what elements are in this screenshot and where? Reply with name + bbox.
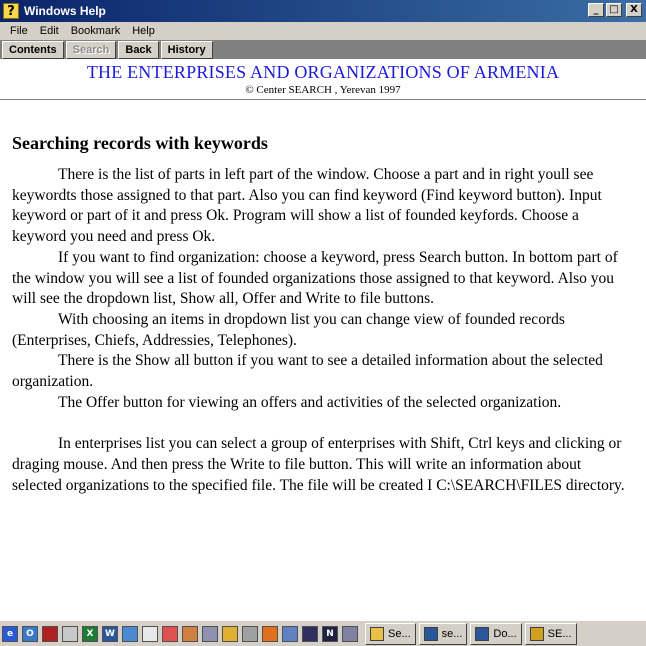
media-icon[interactable] [262, 626, 278, 642]
task-label: SE... [547, 627, 572, 640]
task-help-button[interactable] [525, 623, 577, 645]
paragraph-offer: The Offer button for viewing an offers and activities of the selected organization. [58, 393, 562, 411]
pencil-icon[interactable] [222, 626, 238, 642]
chart-icon[interactable] [282, 626, 298, 642]
excel-icon[interactable]: X [82, 626, 98, 642]
maximize-button[interactable]: □ [606, 3, 622, 17]
paint-icon[interactable] [162, 626, 178, 642]
back-button[interactable]: Back [118, 41, 158, 59]
close-button[interactable]: X [626, 3, 642, 17]
network-icon[interactable]: N [322, 626, 338, 642]
notepad-icon[interactable] [62, 626, 78, 642]
task-word-2-icon [475, 627, 489, 641]
ie-icon[interactable]: e [2, 626, 18, 642]
window-title: Windows Help [24, 4, 106, 18]
task-word-1-icon [424, 627, 438, 641]
tool-icon[interactable] [182, 626, 198, 642]
flag-icon[interactable] [302, 626, 318, 642]
task-folder-button[interactable] [365, 623, 416, 645]
header-copyright: © Center SEARCH , Yerevan 1997 [245, 84, 401, 96]
task-label: Se... [388, 627, 411, 640]
minimize-button[interactable]: _ [588, 3, 604, 17]
title-bar [0, 0, 646, 22]
menu-file[interactable]: File [10, 25, 28, 37]
topic-content [0, 100, 646, 620]
help-icon: ? [3, 3, 19, 19]
task-label: se... [441, 627, 463, 640]
search-button: Search [66, 41, 117, 59]
paragraph-show-all: There is the Show all button if you want to see a detailed information about the selected organization. [12, 352, 603, 391]
word-icon[interactable]: W [102, 626, 118, 642]
header-title: THE ENTERPRISES AND ORGANIZATIONS OF ARMENIA [86, 62, 560, 82]
settings-icon[interactable] [242, 626, 258, 642]
paragraph-spacer [12, 413, 634, 434]
menu-edit[interactable]: Edit [39, 25, 59, 37]
task-word-2-button[interactable] [470, 623, 521, 645]
save-disk-icon[interactable] [42, 626, 58, 642]
menu-bookmark[interactable]: Bookmark [70, 25, 121, 37]
paragraph-keywords: There is the list of parts in left part of the window. Choose a part and in right youll see keywordts those assigned to that part. Also you can find keyword (Find keyword button). Input keyword or part of it and press Ok. Program will show a list of founded keyfords. Choose a keyword you need and press Ok. [12, 166, 602, 246]
task-word-1-button[interactable] [419, 623, 468, 645]
paragraph-write-to-file: In enterprises list you can select a group of enterprises with Shift, Ctrl keys and clicking or draging mouse. And then press the Write to file button. This will write an information about selected organizations to the specified file. The file will be created I C:\SEARCH\FILES directory. [12, 435, 625, 494]
topic-heading: Searching records with keywords [12, 133, 268, 153]
gear-icon[interactable] [342, 626, 358, 642]
topic-header [0, 59, 646, 100]
quick-launch [2, 626, 362, 642]
document-icon[interactable] [202, 626, 218, 642]
browser-icon[interactable] [122, 626, 138, 642]
history-button[interactable]: History [161, 41, 213, 59]
help-toolbar [0, 40, 646, 59]
window-controls [588, 3, 642, 17]
outlook-icon[interactable]: O [22, 626, 38, 642]
paragraph-search: If you want to find organization: choose a keyword, press Search button. In bottom part of the window you will see a list of founded organizations those assigned to that keyword. Also you will see the dropdown list, Show all, Offer and Write to file buttons. [12, 248, 618, 308]
task-help-icon [530, 627, 544, 641]
task-folder-icon [370, 627, 384, 641]
contents-button[interactable]: Contents [2, 41, 64, 59]
menu-bar [0, 22, 646, 40]
menu-help[interactable]: Help [132, 25, 155, 37]
paragraph-dropdown: With choosing an items in dropdown list you can change view of founded records (Enterprises, Chiefs, Addressies, Telephones). [12, 310, 565, 349]
task-list [362, 623, 577, 645]
taskbar [0, 620, 646, 646]
task-label: Do... [493, 627, 517, 640]
window-icon[interactable] [142, 626, 158, 642]
